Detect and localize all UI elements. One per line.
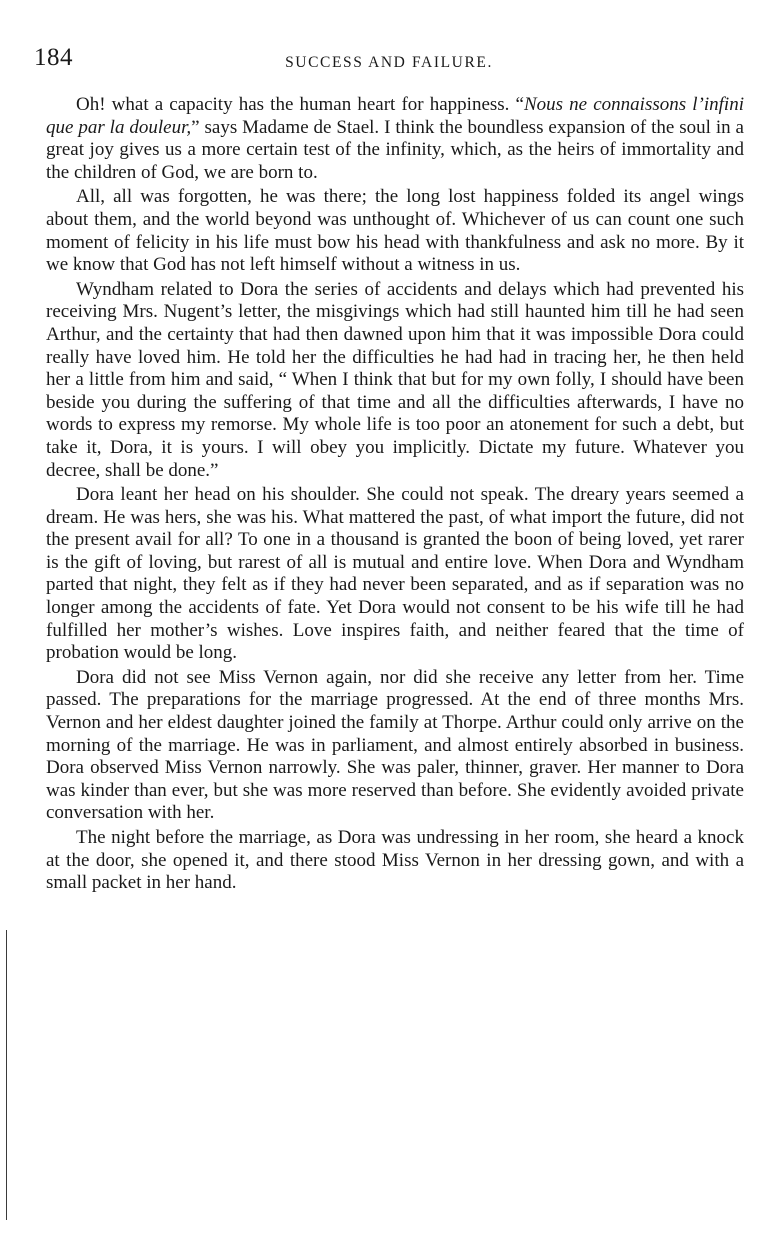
paragraph-1	[46, 94, 744, 184]
page-number: 184	[34, 44, 73, 71]
paragraph-1-opening: Oh! what a capacity has the human heart for happiness. “	[76, 94, 524, 115]
paragraph-6: The night before the marriage, as Dora was undressing in her room, she heard a knock at the door, she opened it, and there stood Miss Vernon in her dressing gown, and with a small packet in her hand.	[46, 827, 744, 894]
running-title: SUCCESS AND FAILURE.	[285, 54, 493, 71]
paragraph-2: All, all was forgotten, he was there; the long lost happiness folded its angel wings about them, and the world beyond was unthought of. Whichever of us can count one such moment of felicity in his life must bow his head with thankfulness and ask no more. By it we know that God has not left himself without a witness in us.	[46, 186, 744, 276]
french-quotation: Nous ne connaissons l’infini que par la douleur,	[46, 94, 744, 138]
paragraph-3: Wyndham related to Dora the series of accidents and delays which had prevented his receiving Mrs. Nugent’s letter, the misgivings which had still haunted him till he had seen Arthur, and the certainty that had then dawned upon him that it was impossible Dora could really have loved him. He told her the difficulties he had had in tracing her, he then held her a little from him and said, “ When I think that but for my own folly, I should have been beside you during the suffering of that time and all the difficulties afterwards, I have no words to express my remorse. My whole life is too poor an atonement for such a debt, but take it, Dora, it is yours. I will obey you implicitly. Dictate my future. Whatever you decree, shall be done.”	[46, 278, 744, 481]
binding-edge-line	[6, 930, 7, 1220]
page-body	[46, 94, 744, 897]
paragraph-5: Dora did not see Miss Vernon again, nor did she receive any letter from her. Time passed. The preparations for the marriage progressed. At the end of three months Mrs. Vernon and her eldest daughter joined the family at Thorpe. Arthur could only arrive on the morning of the marriage. He was in parliament, and almost entirely absorbed in business. Dora observed Miss Vernon narrowly. She was paler, thinner, graver. Her manner to Dora was kinder than ever, but she was more reserved than before. She evidently avoided private conversation with her.	[46, 666, 744, 824]
paragraph-4: Dora leant her head on his shoulder. She could not speak. The dreary years seemed a dream. He was hers, she was his. What mattered the past, of what import the future, did not the present avail for all? To one in a thousand is granted the boon of being loved, yet rarer is the gift of loving, but rarest of all is mutual and entire love. When Dora and Wyndham parted that night, they felt as if they had never been separated, and as if separation was no longer among the accidents of fate. Yet Dora would not consent to be his wife till he had fulfilled her mother’s wishes. Love inspires faith, and neither feared that the time of probation would be long.	[46, 484, 744, 664]
paragraph-1-rest: ” says Madame de Stael. I think the boundless expansion of the soul in a great joy gives us a more certain test of the infinity, which, as the heirs of immortality and the children of God, we are born to.	[46, 116, 744, 183]
page-header	[34, 44, 744, 80]
